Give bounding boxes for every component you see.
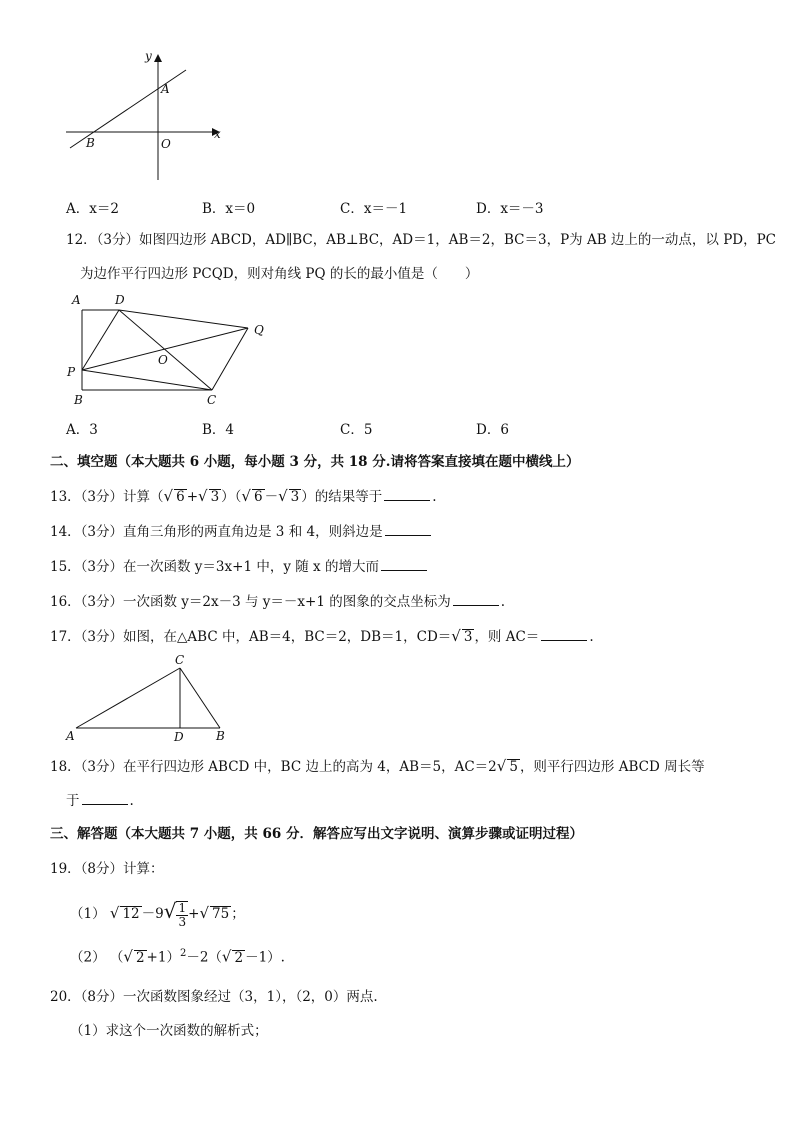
q19-p2-mid: －2（ — [186, 949, 222, 966]
q13-mid: ）（ — [221, 489, 242, 505]
q13-prefix: 13．（3分）计算（ — [50, 489, 164, 505]
q16-text: 16．（3分）一次函数 y＝2x－3 与 y＝－x+1 的图象的交点坐标为 — [50, 594, 451, 610]
q19-p1-minus9: －9 — [141, 906, 164, 922]
q19-p1-num: 1 — [178, 900, 187, 915]
label-O: O — [161, 137, 171, 151]
q12-option-a: A．3 — [66, 422, 98, 438]
q12-figure — [62, 290, 282, 410]
label-A: A — [72, 293, 81, 307]
q14-text: 14．（3分）直角三角形的两直角边是 3 和 4，则斜边是 — [50, 524, 383, 540]
q19-p2-exponent: 2 — [179, 948, 187, 959]
q14 — [50, 521, 433, 542]
q13-end: . — [432, 489, 437, 505]
q12-text-line2: 为边作平行四边形 PCQD，则对角线 PQ 的长的最小值是（ ） — [80, 266, 479, 282]
q19-title: 19．（8分）计算： — [50, 861, 164, 877]
q19-p1-root1: 12 — [122, 906, 140, 922]
label-O: O — [158, 353, 168, 367]
q19-p1-label: （1） — [70, 906, 106, 922]
segment-AC — [76, 668, 180, 728]
q13: 13．（3分）计算（√ 6 +√ 3 ）（√ 6 －√ 3 ）的结果等于 . — [50, 487, 437, 505]
q19-p1-plus: + — [188, 906, 200, 922]
label-B: B — [74, 393, 83, 407]
q18-answer-blank[interactable] — [82, 790, 128, 805]
q19-p2-open: （ — [109, 949, 124, 966]
q11-option-c: C．x＝－1 — [340, 201, 408, 217]
segment-DQ — [119, 310, 248, 328]
q17: 17．（3分）如图，在△ABC 中，AB＝4，BC＝2，DB＝1，CD＝√ 3 ，则 AC＝ . — [50, 627, 594, 645]
q17-figure — [62, 650, 242, 745]
q18-line2-text: 于 — [66, 793, 80, 809]
q11-option-a: A．x＝2 — [66, 201, 119, 217]
segment-QC — [212, 328, 248, 390]
label-B: B — [86, 136, 95, 150]
q13-minus: － — [264, 489, 279, 505]
q19-p2-label: （2） — [70, 949, 106, 966]
q12-option-d: D．6 — [476, 422, 509, 438]
q13-root1: 6 — [176, 489, 185, 505]
q18-line1: 18．（3分）在平行四边形 ABCD 中，BC 边上的高为 4，AB＝5，AC＝2√ 5 ，则平行四边形 ABCD 周长等 — [50, 757, 705, 775]
label-B: B — [216, 729, 225, 743]
q17-root: 3 — [463, 629, 473, 645]
q12-option-b: B．4 — [202, 422, 235, 438]
label-C: C — [175, 653, 185, 667]
label-Q: Q — [254, 323, 264, 337]
q17-end: . — [589, 629, 594, 645]
q13-plus: + — [186, 489, 198, 505]
section3-title: 三、解答题（本大题共 7 小题，共 66 分．解答应写出文字说明、演算步骤或证明过程） — [50, 826, 583, 842]
q19-p1-root2: 75 — [212, 906, 230, 922]
q15-answer-blank[interactable] — [381, 556, 427, 571]
q16-end: . — [500, 594, 506, 610]
label-y: y — [145, 49, 152, 63]
q11-option-d: D．x＝－3 — [476, 201, 544, 217]
label-P: P — [67, 365, 76, 379]
q19-part1: （1） √ 12 －9√ $\frac{1}{3}$ +√ 75 ； — [70, 899, 245, 929]
q19-p2-root1: 2 — [135, 949, 145, 966]
q13-root2: 3 — [210, 489, 220, 505]
q16-answer-blank[interactable] — [453, 591, 499, 606]
q13-root4: 3 — [290, 489, 300, 505]
q17-text: 17．（3分）如图，在△ABC 中，AB＝4，BC＝2，DB＝1，CD＝ — [50, 629, 452, 645]
q19-p2-end: . — [280, 949, 285, 966]
label-D: D — [174, 730, 184, 744]
q13-suffix: ）的结果等于 — [301, 489, 383, 505]
q19-p2-plus1: +1） — [146, 949, 180, 966]
q18-line2 — [66, 790, 134, 811]
q17-answer-blank[interactable] — [541, 626, 587, 641]
q11-figure — [60, 48, 230, 188]
segment-CB — [180, 668, 220, 728]
q13-root3: 6 — [253, 489, 263, 505]
q14-answer-blank[interactable] — [385, 521, 431, 536]
q18-text-a: 18．（3分）在平行四边形 ABCD 中，BC 边上的高为 4，AB＝5，AC＝2 — [50, 759, 497, 775]
y-axis-arrow — [154, 54, 162, 62]
q19-p1-fraction — [176, 901, 188, 929]
label-A: A — [66, 729, 75, 743]
q19-p1-den: 3 — [178, 914, 187, 929]
q12-option-c: C．5 — [340, 422, 373, 438]
label-D: D — [115, 293, 125, 307]
q15-text: 15．（3分）在一次函数 y＝3x+1 中，y 随 x 的增大而 — [50, 559, 379, 575]
q19-p2-root2: 2 — [234, 949, 244, 966]
q20-part1: （1）求这个一次函数的解析式； — [70, 1023, 268, 1039]
q16 — [50, 591, 505, 612]
q17-tail: ，则 AC＝ — [474, 629, 540, 645]
q20-title: 20．（8分）一次函数图象经过（3，1），（2，0）两点. — [50, 989, 378, 1005]
q13-answer-blank[interactable] — [384, 486, 430, 501]
section2-title: 二、填空题（本大题共 6 小题，每小题 3 分，共 18 分.请将答案直接填在题中横线上） — [50, 454, 580, 470]
label-C: C — [207, 393, 217, 407]
q19-part2: （2） （√ 2 +1）$^2$－2（√ 2 －1）. — [70, 947, 285, 966]
q19-p2-minus1: －1） — [245, 949, 281, 966]
q11-option-b: B．x＝0 — [202, 201, 256, 217]
segment-PD — [82, 310, 119, 370]
q19-p1-end: ； — [231, 906, 245, 922]
q15 — [50, 556, 429, 577]
q18-end: . — [129, 793, 134, 809]
q18-text-b: ，则平行四边形 ABCD 周长等 — [519, 759, 705, 775]
label-A: A — [161, 82, 170, 96]
q12-text-line1: 12．（3分）如图四边形 ABCD，AD∥BC，AB⊥BC，AD＝1，AB＝2，BC＝3，P为 AB 边上的一动点，以 PD，PC — [66, 232, 777, 248]
q18-root: 5 — [509, 759, 518, 775]
label-x: x — [214, 127, 221, 141]
